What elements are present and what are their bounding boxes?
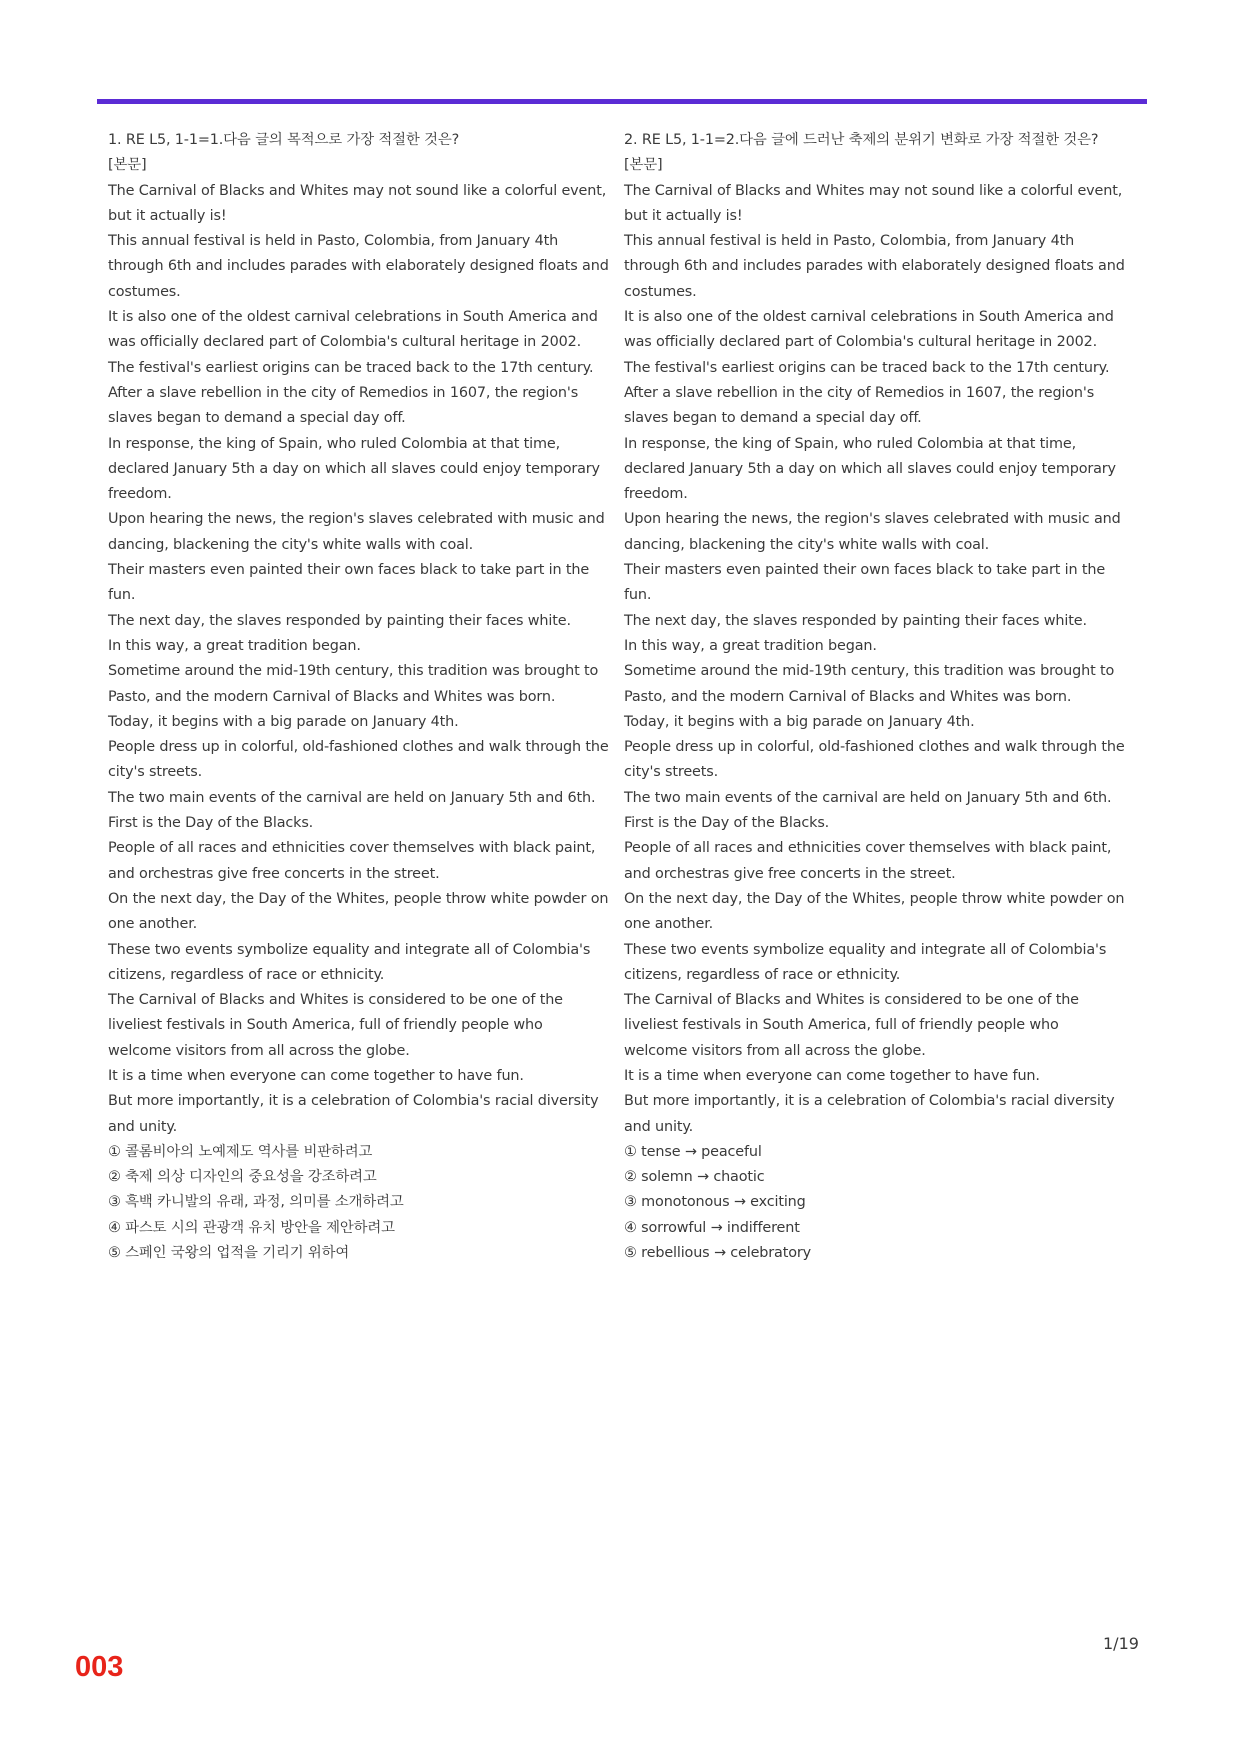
question-1-column xyxy=(108,128,610,1266)
passage-sentence: This annual festival is held in Pasto, Colombia, from January 4th through 6th and includes parades with elaborately designed floats and costumes. xyxy=(624,233,1125,300)
passage-sentence: On the next day, the Day of the Whites, people throw white powder on one another. xyxy=(624,890,1125,933)
passage-sentence: It is a time when everyone can come together to have fun. xyxy=(108,1067,524,1084)
document-code: 003 xyxy=(75,1651,124,1683)
passage-sentence: The next day, the slaves responded by painting their faces white. xyxy=(624,612,1087,629)
passage-sentence: Sometime around the mid-19th century, this tradition was brought to Pasto, and the modern Carnival of Blacks and Whites was born. xyxy=(624,663,1115,705)
passage-sentence: In response, the king of Spain, who ruled Colombia at that time, declared January 5th a day on which all slaves could enjoy temporary freedom. xyxy=(108,435,600,503)
passage-sentence: After a slave rebellion in the city of Remedios in 1607, the region's slaves began to demand a special day off. xyxy=(108,384,579,427)
passage-sentence: Sometime around the mid-19th century, this tradition was brought to Pasto, and the modern Carnival of Blacks and Whites was born. xyxy=(108,663,599,705)
passage-sentence: The Carnival of Blacks and Whites is considered to be one of the liveliest festivals in South America, full of friendly people who welcome visitors from all across the globe. xyxy=(624,992,1079,1059)
answer-choice: ④ 파스토 시의 관광객 유치 방안을 제안하려고 xyxy=(108,1219,395,1236)
passage-sentence: Today, it begins with a big parade on January 4th. xyxy=(108,713,459,730)
answer-choice: ② solemn → chaotic xyxy=(624,1169,765,1186)
passage-sentence: Today, it begins with a big parade on January 4th. xyxy=(624,713,975,730)
question-title: 2. RE L5, 1-1=2.다음 글에 드러난 축제의 분위기 변화로 가장 적절한 것은? xyxy=(624,132,1099,148)
passage-sentence: The two main events of the carnival are held on January 5th and 6th. xyxy=(624,789,1112,806)
passage-sentence: First is the Day of the Blacks. xyxy=(108,815,314,832)
passage-sentence: In response, the king of Spain, who ruled Colombia at that time, declared January 5th a day on which all slaves could enjoy temporary freedom. xyxy=(624,435,1116,503)
answer-choice: ③ 흑백 카니발의 유래, 과정, 의미를 소개하려고 xyxy=(108,1194,404,1211)
passage-sentence: The festival's earliest origins can be traced back to the 17th century. xyxy=(108,359,594,376)
passage-sentence: People dress up in colorful, old-fashioned clothes and walk through the city's streets. xyxy=(108,739,609,781)
answer-choice: ③ monotonous → exciting xyxy=(624,1194,806,1211)
passage-sentence: First is the Day of the Blacks. xyxy=(624,815,830,832)
question-title: 1. RE L5, 1-1=1.다음 글의 목적으로 가장 적절한 것은? xyxy=(108,132,460,148)
page-number: 1/19 xyxy=(1103,1634,1139,1653)
passage xyxy=(108,179,610,1140)
passage-sentence: The Carnival of Blacks and Whites is considered to be one of the liveliest festivals in South America, full of friendly people who welcome visitors from all across the globe. xyxy=(108,992,563,1059)
header-divider xyxy=(97,99,1147,104)
passage-sentence: These two events symbolize equality and integrate all of Colombia's citizens, regardless of race or ethnicity. xyxy=(624,941,1107,983)
passage-sentence: The Carnival of Blacks and Whites may not sound like a colorful event, but it actually is! xyxy=(108,182,607,224)
answer-choices xyxy=(624,1140,1126,1266)
passage-sentence: Upon hearing the news, the region's slaves celebrated with music and dancing, blackening the city's white walls with coal. xyxy=(624,511,1121,553)
passage-sentence: The two main events of the carnival are held on January 5th and 6th. xyxy=(108,789,596,806)
section-label: [본문] xyxy=(624,157,663,174)
answer-choice: ⑤ 스페인 국왕의 업적을 기리기 위하여 xyxy=(108,1245,350,1262)
passage-sentence: People dress up in colorful, old-fashioned clothes and walk through the city's streets. xyxy=(624,739,1125,781)
answer-choice: ① tense → peaceful xyxy=(624,1143,762,1160)
answer-choice: ⑤ rebellious → celebratory xyxy=(624,1245,812,1262)
passage-sentence: After a slave rebellion in the city of Remedios in 1607, the region's slaves began to demand a special day off. xyxy=(624,384,1095,427)
answer-choice: ① 콜롬비아의 노예제도 역사를 비판하려고 xyxy=(108,1143,373,1160)
passage-sentence: In this way, a great tradition began. xyxy=(108,637,361,654)
passage-sentence: On the next day, the Day of the Whites, people throw white powder on one another. xyxy=(108,890,609,933)
passage-sentence: It is a time when everyone can come together to have fun. xyxy=(624,1067,1040,1084)
passage-sentence: In this way, a great tradition began. xyxy=(624,637,877,654)
question-2-column xyxy=(624,128,1126,1266)
answer-choice: ④ sorrowful → indifferent xyxy=(624,1219,800,1236)
passage-sentence: The Carnival of Blacks and Whites may not sound like a colorful event, but it actually is! xyxy=(624,182,1123,224)
passage-sentence: Their masters even painted their own faces black to take part in the fun. xyxy=(108,562,590,604)
passage-sentence: The festival's earliest origins can be traced back to the 17th century. xyxy=(624,359,1110,376)
passage-sentence: People of all races and ethnicities cover themselves with black paint, and orchestras give free concerts in the street. xyxy=(108,840,596,882)
passage-sentence: These two events symbolize equality and integrate all of Colombia's citizens, regardless of race or ethnicity. xyxy=(108,941,591,983)
passage-sentence: Their masters even painted their own faces black to take part in the fun. xyxy=(624,562,1106,604)
passage-sentence: People of all races and ethnicities cover themselves with black paint, and orchestras give free concerts in the street. xyxy=(624,840,1112,882)
answer-choices xyxy=(108,1140,610,1266)
section-label: [본문] xyxy=(108,157,147,174)
passage-sentence: It is also one of the oldest carnival celebrations in South America and was officially declared part of Colombia's cultural heritage in 2002. xyxy=(108,309,598,351)
passage-sentence: The next day, the slaves responded by painting their faces white. xyxy=(108,612,571,629)
passage-sentence: This annual festival is held in Pasto, Colombia, from January 4th through 6th and includes parades with elaborately designed floats and costumes. xyxy=(108,233,609,300)
passage-sentence: But more importantly, it is a celebration of Colombia's racial diversity and unity. xyxy=(108,1093,599,1135)
passage xyxy=(624,179,1126,1140)
passage-sentence: Upon hearing the news, the region's slaves celebrated with music and dancing, blackening the city's white walls with coal. xyxy=(108,511,605,553)
passage-sentence: But more importantly, it is a celebration of Colombia's racial diversity and unity. xyxy=(624,1093,1115,1135)
passage-sentence: It is also one of the oldest carnival celebrations in South America and was officially declared part of Colombia's cultural heritage in 2002. xyxy=(624,309,1114,351)
answer-choice: ② 축제 의상 디자인의 중요성을 강조하려고 xyxy=(108,1169,377,1186)
